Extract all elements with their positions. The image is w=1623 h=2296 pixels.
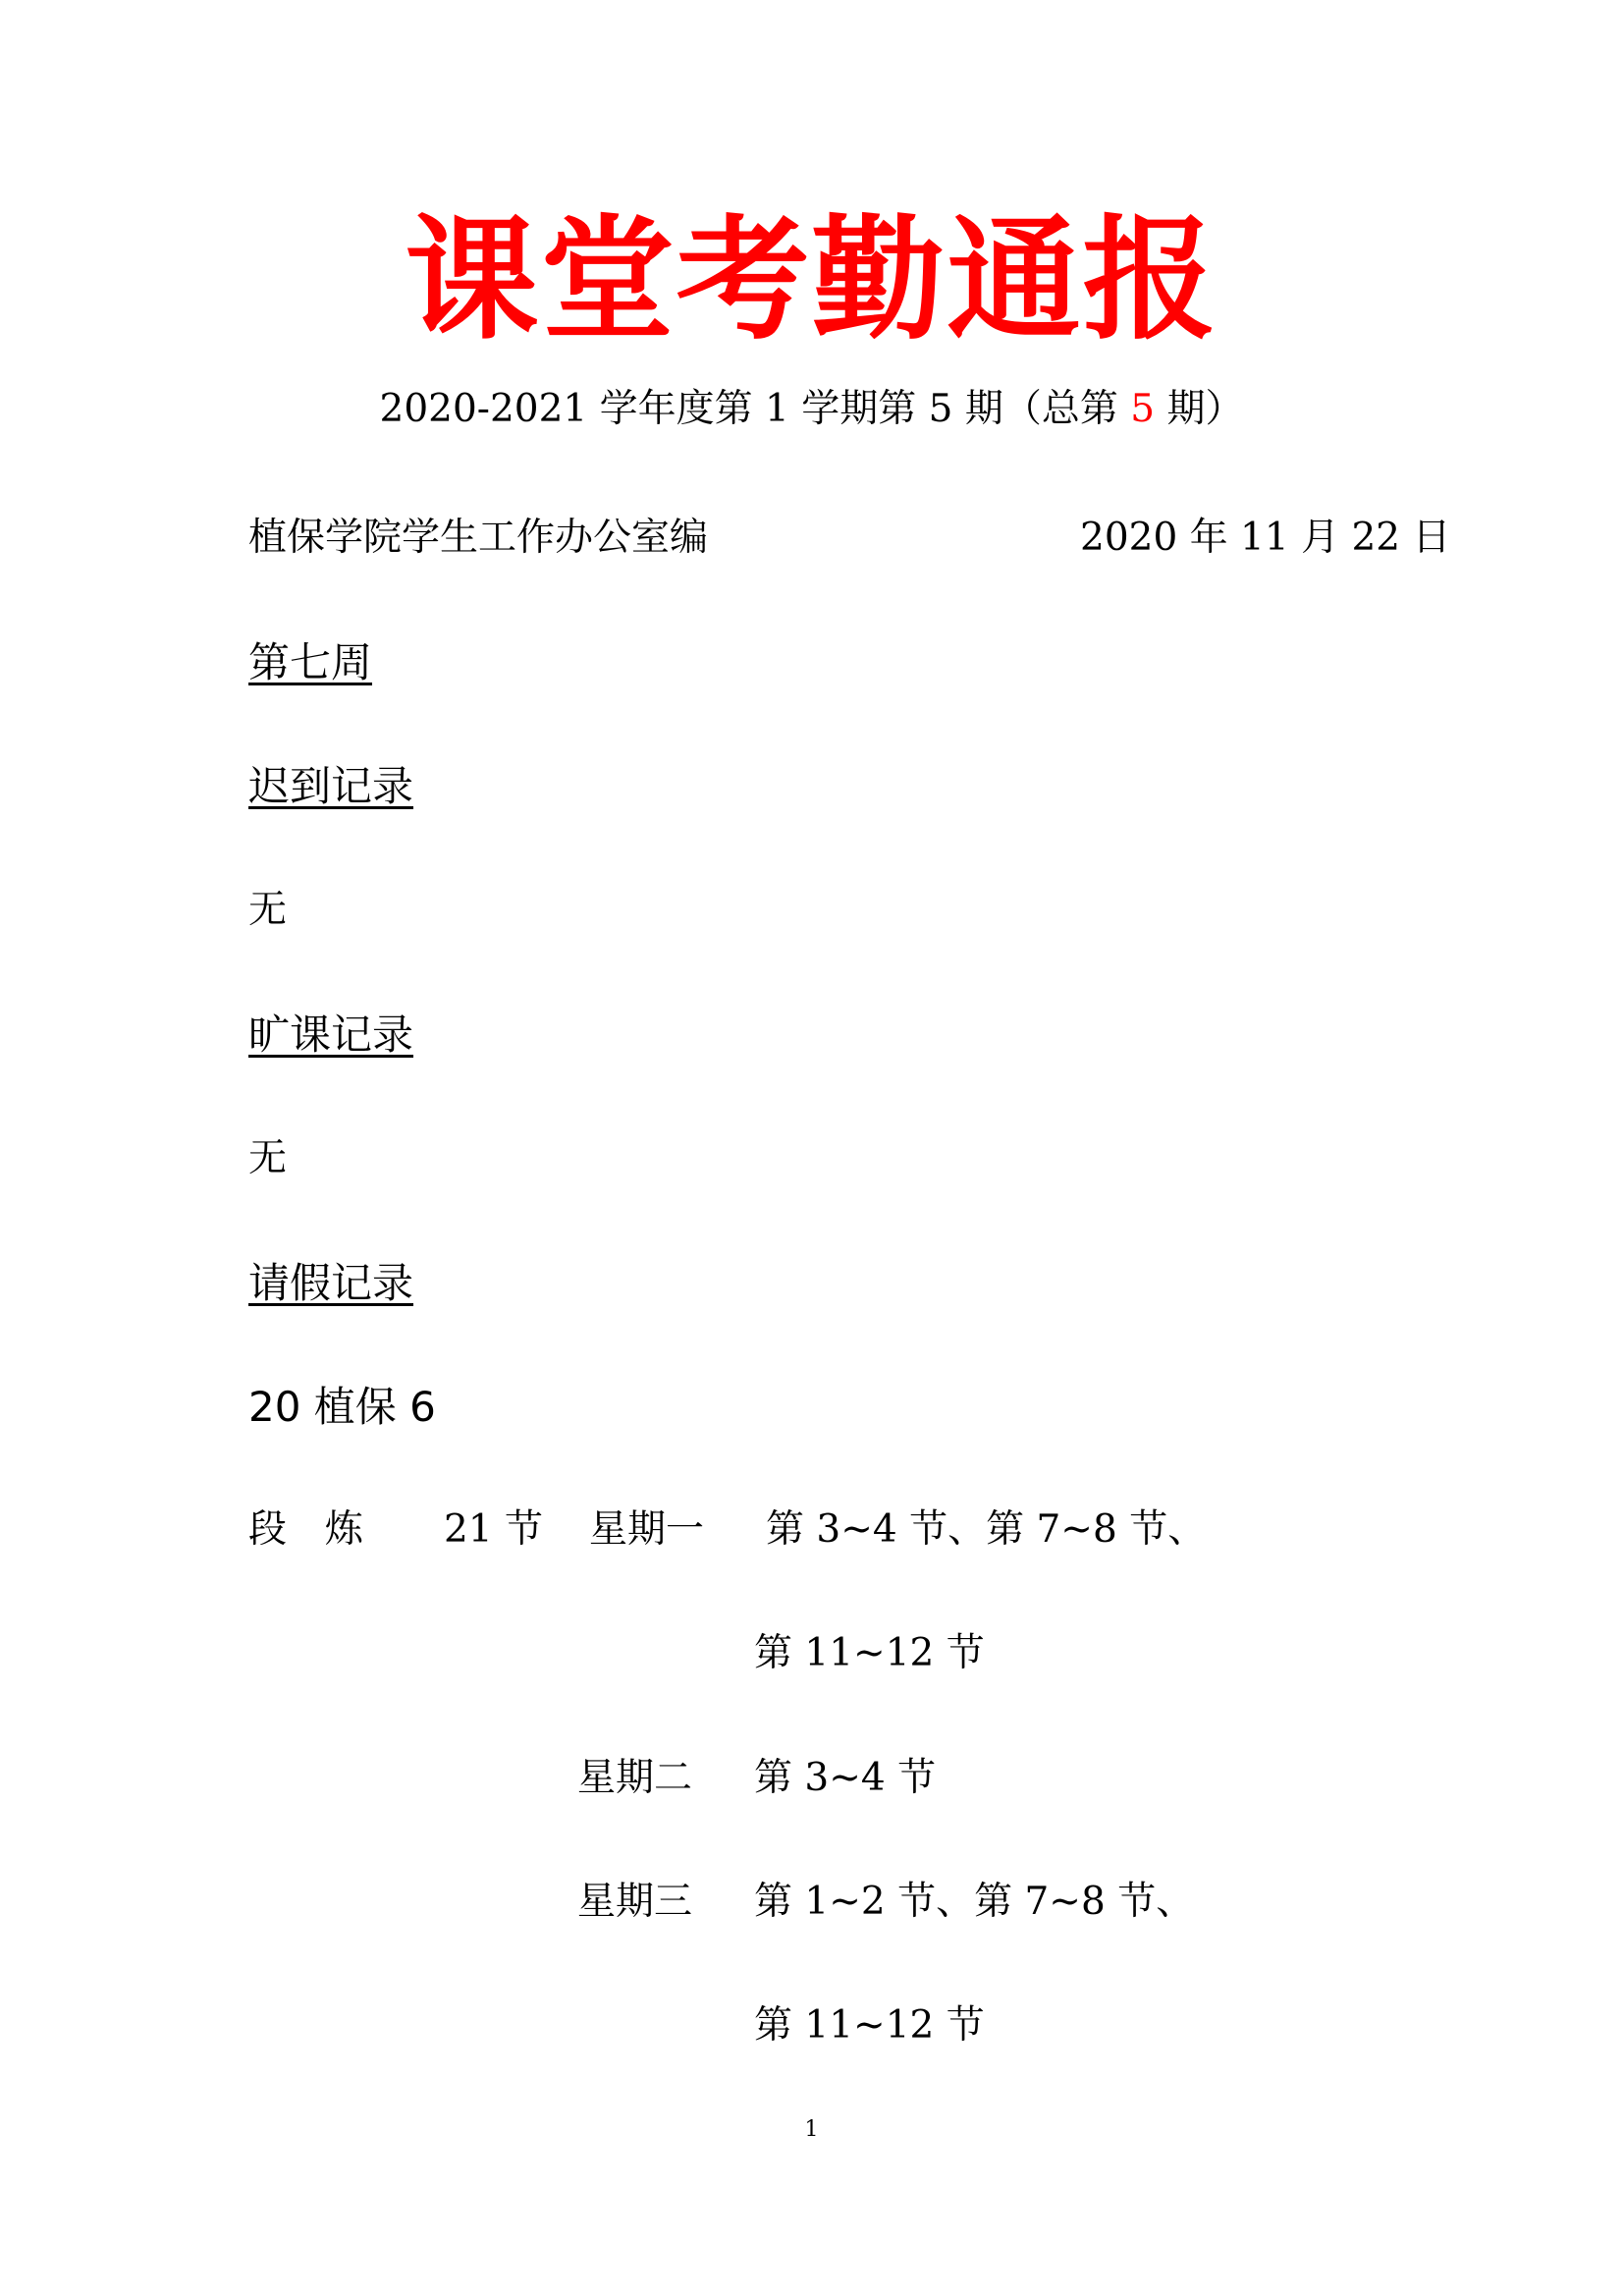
student-total-sessions: 21 节 bbox=[444, 1507, 544, 1552]
document-title: 课堂考勤通报 bbox=[405, 203, 1218, 358]
leave-sessions: 第 11~12 节 bbox=[754, 2003, 985, 2048]
page-number: 1 bbox=[804, 2117, 819, 2142]
leave-day: 星期二 bbox=[577, 1756, 693, 1800]
subtitle-total-issue-number: 5 bbox=[1130, 387, 1156, 431]
student-name: 段 炼 bbox=[248, 1507, 364, 1552]
leave-day: 星期三 bbox=[577, 1880, 693, 1924]
late-record-heading: 迟到记录 bbox=[248, 762, 414, 810]
leave-sessions: 第 11~12 节 bbox=[754, 1631, 985, 1675]
absent-record-heading: 旷课记录 bbox=[248, 1011, 414, 1059]
leave-day: 星期一 bbox=[589, 1507, 705, 1552]
subtitle-text-end: 期） bbox=[1155, 387, 1244, 431]
leave-sessions: 第 3~4 节、第 7~8 节、 bbox=[766, 1507, 1207, 1552]
issue-date: 2020 年 11 月 22 日 bbox=[1080, 516, 1451, 560]
issuer: 植保学院学生工作办公室编 bbox=[248, 516, 709, 560]
subtitle-text: 2020-2021 学年度第 1 学期第 5 期（总第 bbox=[379, 387, 1131, 431]
week-heading: 第七周 bbox=[248, 638, 373, 686]
class-name: 20 植保 6 bbox=[248, 1383, 436, 1431]
leave-sessions: 第 1~2 节、第 7~8 节、 bbox=[754, 1880, 1195, 1924]
late-record-content: 无 bbox=[248, 888, 288, 932]
absent-record-content: 无 bbox=[248, 1136, 288, 1180]
leave-sessions: 第 3~4 节 bbox=[754, 1756, 937, 1800]
leave-record-heading: 请假记录 bbox=[248, 1259, 414, 1307]
issue-subtitle bbox=[0, 387, 1623, 431]
